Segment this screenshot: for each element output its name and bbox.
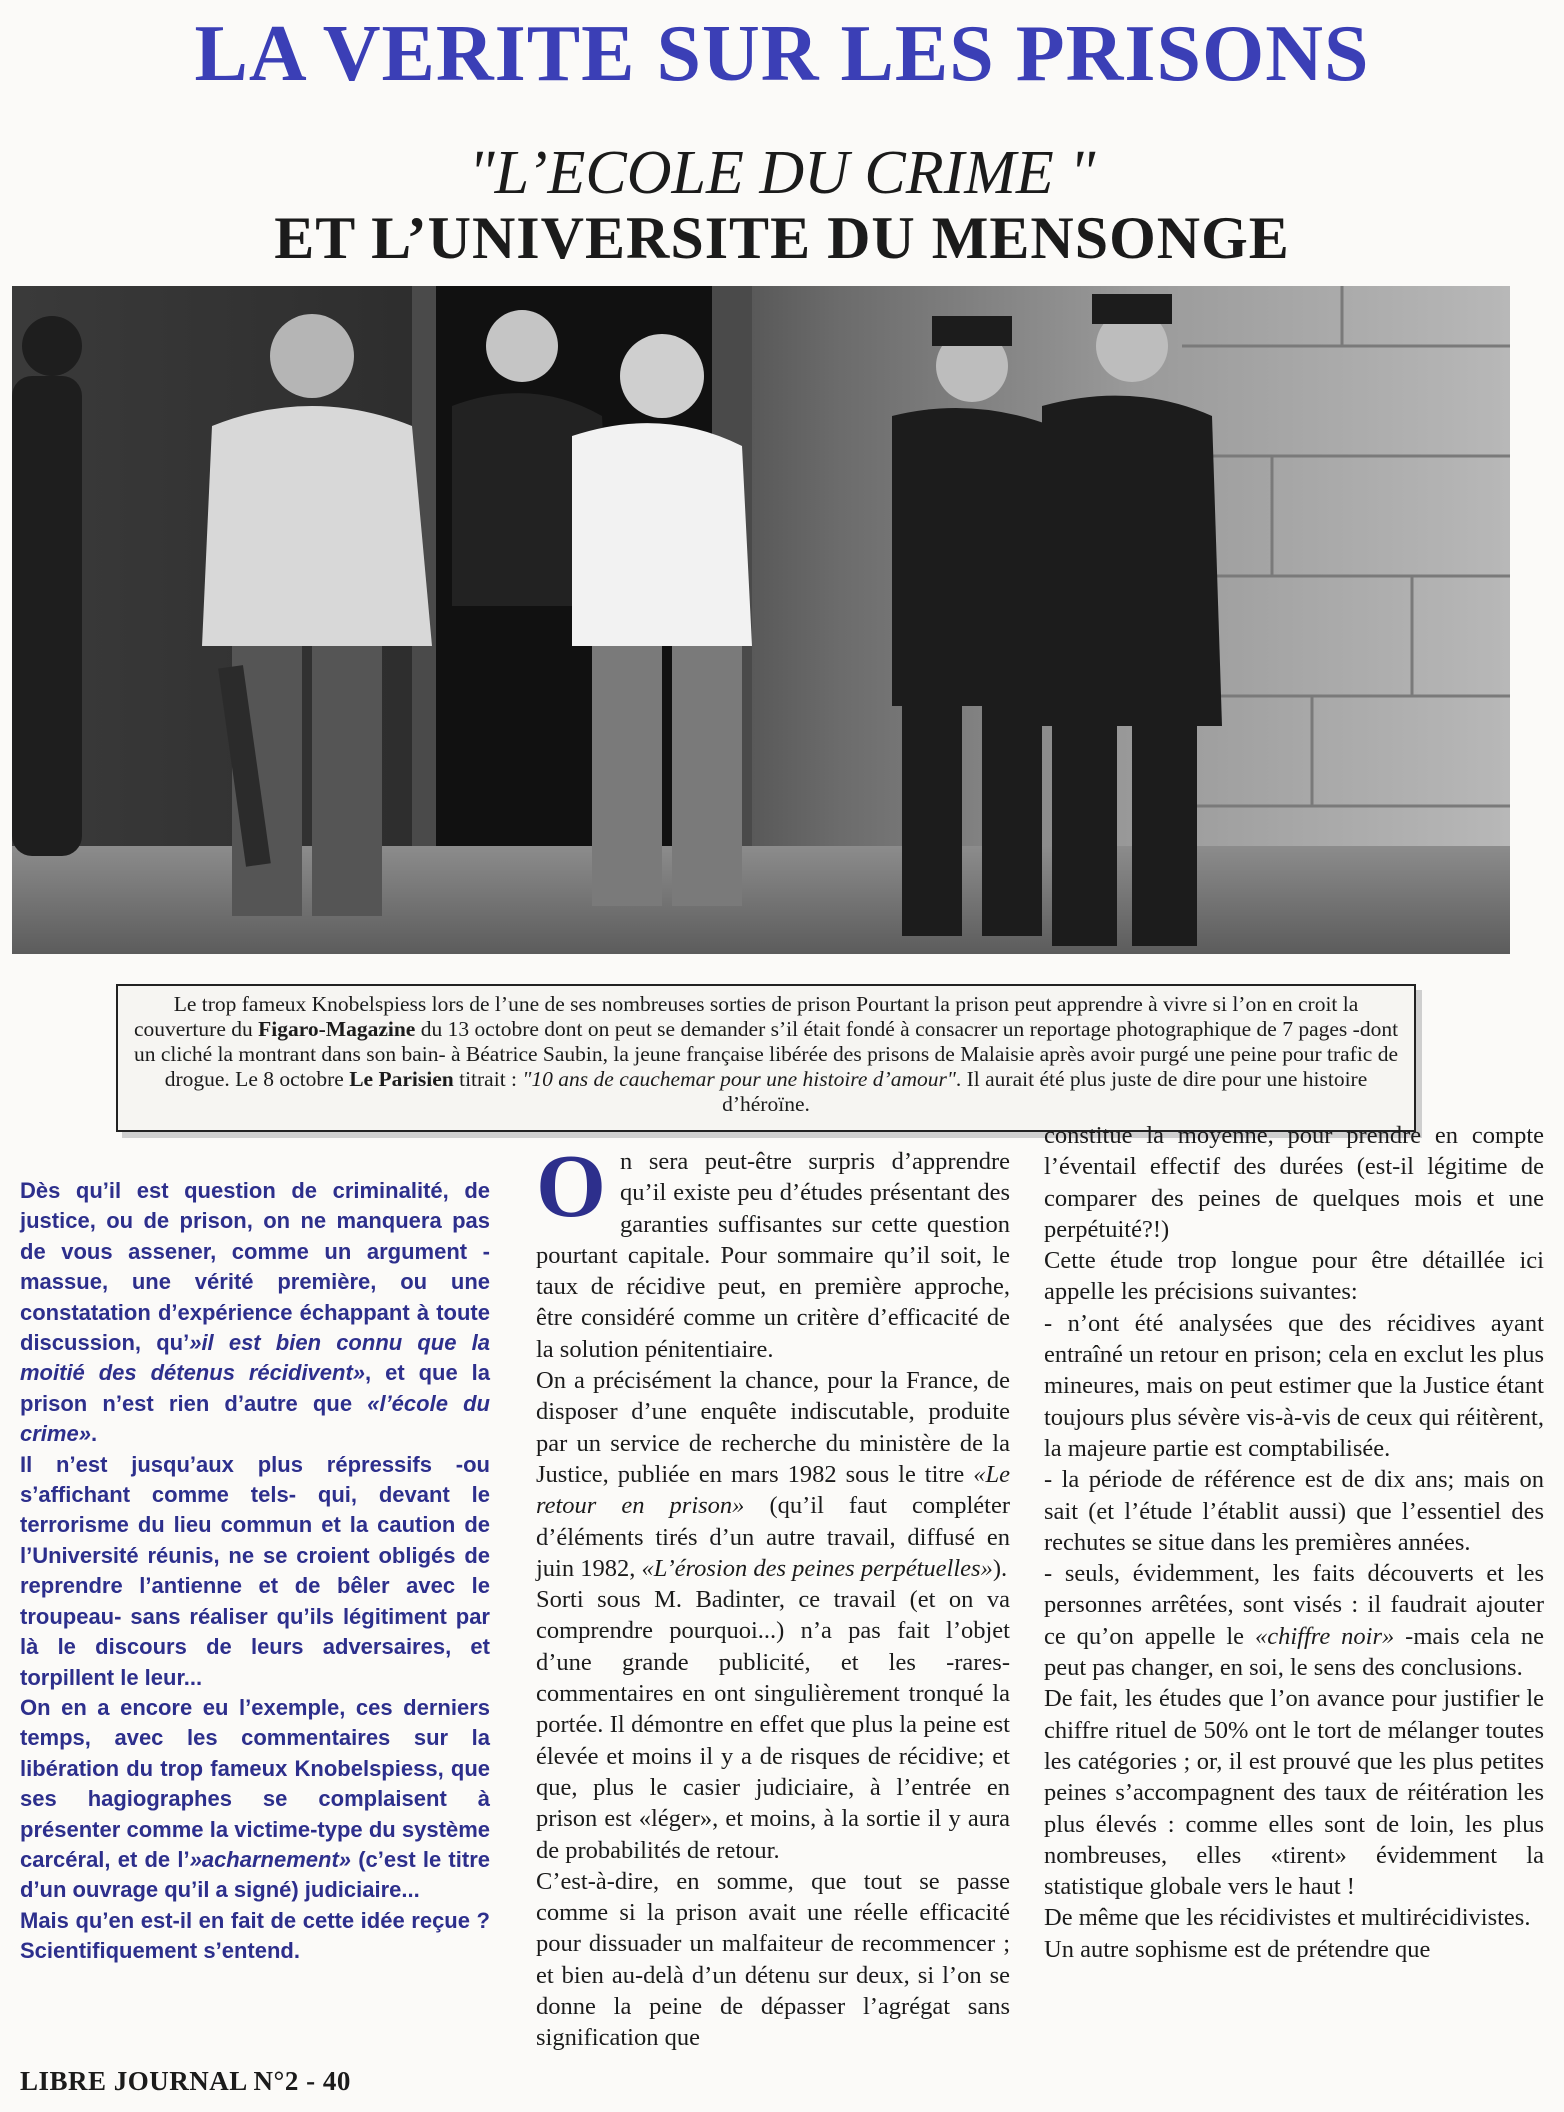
body-paragraph-12: Un autre sophisme est de prétendre que bbox=[1044, 1935, 1431, 1963]
body-paragraph-5: constitue la moyenne, pour prendre en compte l’éventail effectif des durées (est-il légitime de comparer des peines de quelques mois et une perpétuité?!) bbox=[1044, 1122, 1544, 1243]
intro-paragraph-4: Mais qu’en est-il en fait de cette idée reçue ? Scientifiquement s’entend. bbox=[20, 1907, 490, 1964]
body-paragraph-10: De fait, les études que l’on avance pour justifier le chiffre rituel de 50% ont le tort de mélanger toutes les catégories ; or, il est prouvé que les plus petites peines s’accompagnent des taux de réitération les plus élevés : comme elles sont de loin, les plus nombreuses, elles «tirent» évidemment la statistique globale vers le haut ! bbox=[1044, 1685, 1544, 1901]
body-paragraph-3: Sorti sous M. Badinter, ce travail (et on va comprendre pourquoi...) n’a pas fait l’objet d’une grande publicité, et les -rares- commentaires en ont singulièrement tronqué la portée. Il démontre en effet que plus la peine est élevée et moins il y a de risques de récidive; et que, plus le casier judiciaire, à l’entrée en prison est «léger», et moins, à la sortie il y aura de probabilités de retour. bbox=[536, 1586, 1010, 1864]
headline: LA VERITE SUR LES PRISONS bbox=[194, 10, 1370, 98]
body-paragraph-4: C’est-à-dire, en somme, que tout se passe comme si la prison avait une réelle efficacité pour dissuader un malfaiteur de recommencer ; et bien au-delà d’un détenu sur deux, si l’on se donne la peine de dépasser l’agrégat sans signification que bbox=[536, 1867, 1010, 2052]
body-column-right bbox=[1044, 1120, 1544, 2010]
body-paragraph-7: - n’ont été analysées que des récidives ayant entraîné un retour en prison; cela en exclut les plus mineures, mais on peut estimer que la Justice étant toujours plus sévère vis-à-vis de ceux qui réitèrent, la majeure partie est comptabilisée. bbox=[1044, 1309, 1544, 1462]
body-paragraph-8: - la période de référence est de dix ans; mais on sait (et l’étude l’établit aussi) que l’essentiel des rechutes se situe dans les premières années. bbox=[1044, 1466, 1544, 1556]
page-footer: LIBRE JOURNAL N°2 - 40 bbox=[20, 2066, 351, 2096]
body-paragraph-9: - seuls, évidemment, les faits découverts et les personnes arrêtées, sont visés : il faudrait ajouter ce qu’on appelle le «chiffre noir» -mais cela ne peut pas changer, en soi, le sens des conclusions. bbox=[1044, 1560, 1544, 1682]
intro-paragraph-2: Il n’est jusqu’aux plus répressifs -ou s’affichant comme tels- qui, devant le terrorisme du lieu commun et la caution de l’Université réunis, ne se croient obligés de reprendre l’antienne et de bêler avec le troupeau- sans réaliser qu’ils légitiment par là le discours de leurs adversaires, et torpillent le leur... bbox=[20, 1451, 490, 1690]
caption-figaro: Figaro-Magazine bbox=[258, 1017, 416, 1041]
body-paragraph-2: On a précisément la chance, pour la France, de disposer d’une enquête indiscutable, produite par un service de recherche du ministère de la Justice, publiée en mars 1982 sous le titre «Le retour en prison» (qu’il faut compléter d’éléments tirés d’un autre travail, diffusé en juin 1982, «L’érosion des peines perpétuelles»). bbox=[536, 1367, 1010, 1582]
body-paragraph-11: De même que les récidivistes et multirécidivistes. bbox=[1044, 1904, 1531, 1932]
photo-caption bbox=[116, 984, 1416, 1132]
intro-column bbox=[20, 1176, 490, 2016]
body-paragraph-1: n sera peut-être surpris d’apprendre qu’il existe peu d’études présentant des garanties suffisantes sur cette question pourtant capitale. Pour sommaire qu’il soit, le taux de récidive peut, en première approche, être considéré comme un critère d’efficacité de la solution pénitentiaire. bbox=[536, 1148, 1010, 1363]
caption-text-3: titrait : bbox=[453, 1067, 523, 1091]
intro-paragraph-3: On en a encore eu l’exemple, ces derniers temps, avec les commentaires sur la libération du trop fameux Knobelspiess, que ses hagiographes se complaisent à présenter comme la victime-type du système carcéral, et de l’»acharnement» (c’est le titre d’un ouvrage qu’il a signé) judiciaire... bbox=[20, 1694, 490, 1903]
caption-text-1: Le trop fameux Knobelspiess lors de l’une de ses nombreuses sorties de prison Pourtant la prison peut apprendre à vivre si l’on en croit la couverture du bbox=[133, 992, 1359, 1041]
caption-text-2: du 13 octobre dont on peut se demander s’il était fondé à consacrer un reportage photographique de 7 pages -dont un cliché la montrant dans son bain- à Béatrice Saubin, la jeune française libérée des prisons de Malaisie après avoir purgé une peine pour trafic de drogue. Le 8 octobre bbox=[133, 1017, 1399, 1091]
caption-text-4: . Il aurait été plus juste de dire pour une histoire d’héroïne. bbox=[722, 1067, 1368, 1116]
subtitle-line-2: ET L’UNIVERSITE DU MENSONGE bbox=[274, 205, 1290, 271]
drop-cap: O bbox=[536, 1137, 607, 1236]
caption-parisien: Le Parisien bbox=[349, 1067, 454, 1091]
subtitle-line-1: "L’ECOLE DU CRIME " bbox=[468, 139, 1096, 207]
body-paragraph-6: Cette étude trop longue pour être détaillée ici appelle les précisions suivantes: bbox=[1044, 1247, 1544, 1306]
caption-quote: "10 ans de cauchemar pour une histoire d’amour" bbox=[522, 1067, 956, 1091]
body-column-middle bbox=[536, 1137, 1010, 2052]
news-photo bbox=[12, 286, 1510, 954]
intro-paragraph-1: Dès qu’il est question de criminalité, de justice, ou de prison, on ne manquera pas de vous assener, comme un argument -massue, une vérité première, ou une constatation d’expérience échappant à toute discussion, qu’»il est bien connu que la moitié des détenus récidivent», et que la prison n’est rien d’autre que «l’école du crime». bbox=[20, 1178, 490, 1447]
photo-illustration bbox=[12, 286, 1510, 954]
